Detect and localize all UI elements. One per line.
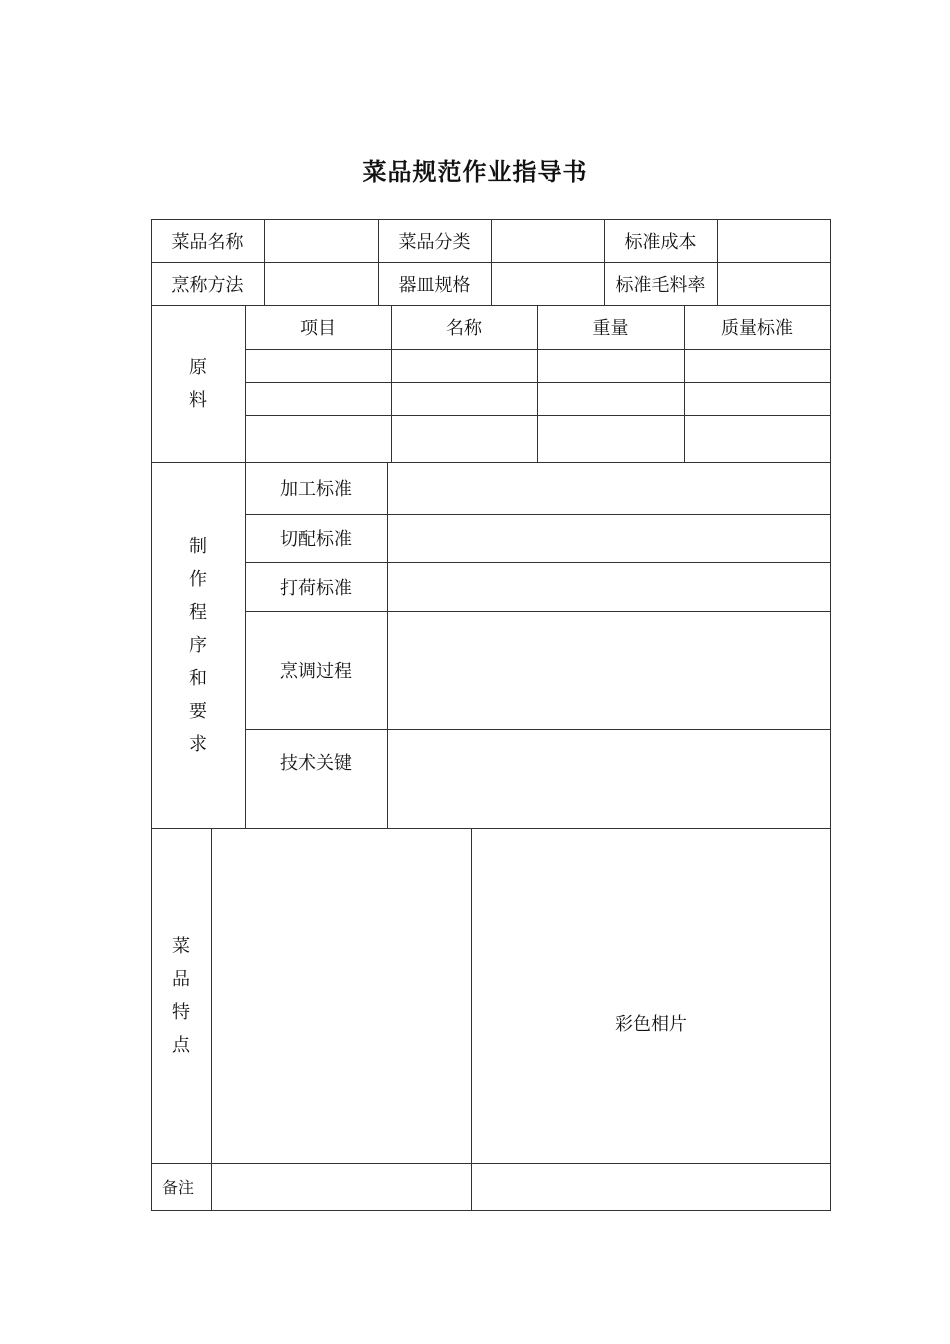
vessel-spec-label: 器皿规格	[398, 274, 471, 296]
dish-name-label: 菜品名称	[171, 231, 244, 253]
materials-column-item: 项目	[300, 318, 336, 339]
procedure-row-processing: 加工标准	[280, 479, 352, 500]
procedure-section-label: 制 作 程 序 和 要 求	[189, 535, 207, 755]
materials-column-quality: 质量标准	[721, 318, 793, 339]
materials-column-weight: 重量	[592, 318, 629, 339]
standard-margin-label: 标准毛料率	[615, 274, 706, 296]
page-title: 菜品规范作业指导书	[362, 157, 588, 186]
cooking-method-field	[265, 262, 378, 305]
procedure-row-cutting: 切配标准	[280, 529, 352, 550]
vessel-spec-field	[492, 262, 604, 305]
remarks-label: 备注	[161, 1178, 194, 1197]
standard-cost-field	[718, 219, 830, 262]
dish-name-field	[265, 219, 378, 262]
features-description-field	[212, 828, 471, 1163]
dish-category-field	[492, 219, 604, 262]
procedure-row-key-technique: 技术关键	[280, 753, 352, 774]
materials-section-label: 原 料	[189, 356, 207, 411]
remarks-field	[212, 1163, 471, 1210]
materials-column-name: 名称	[446, 318, 482, 339]
color-photo-placeholder: 彩色相片	[615, 1014, 687, 1035]
standard-cost-label: 标准成本	[624, 231, 697, 253]
features-section-label: 菜 品 特 点	[172, 935, 190, 1056]
procedure-row-cooking: 烹调过程	[280, 661, 352, 682]
standard-margin-field	[718, 262, 830, 305]
dish-category-label: 菜品分类	[398, 231, 471, 253]
cooking-method-label: 烹称方法	[171, 274, 244, 296]
procedure-row-plating-prep: 打荷标准	[280, 577, 352, 599]
